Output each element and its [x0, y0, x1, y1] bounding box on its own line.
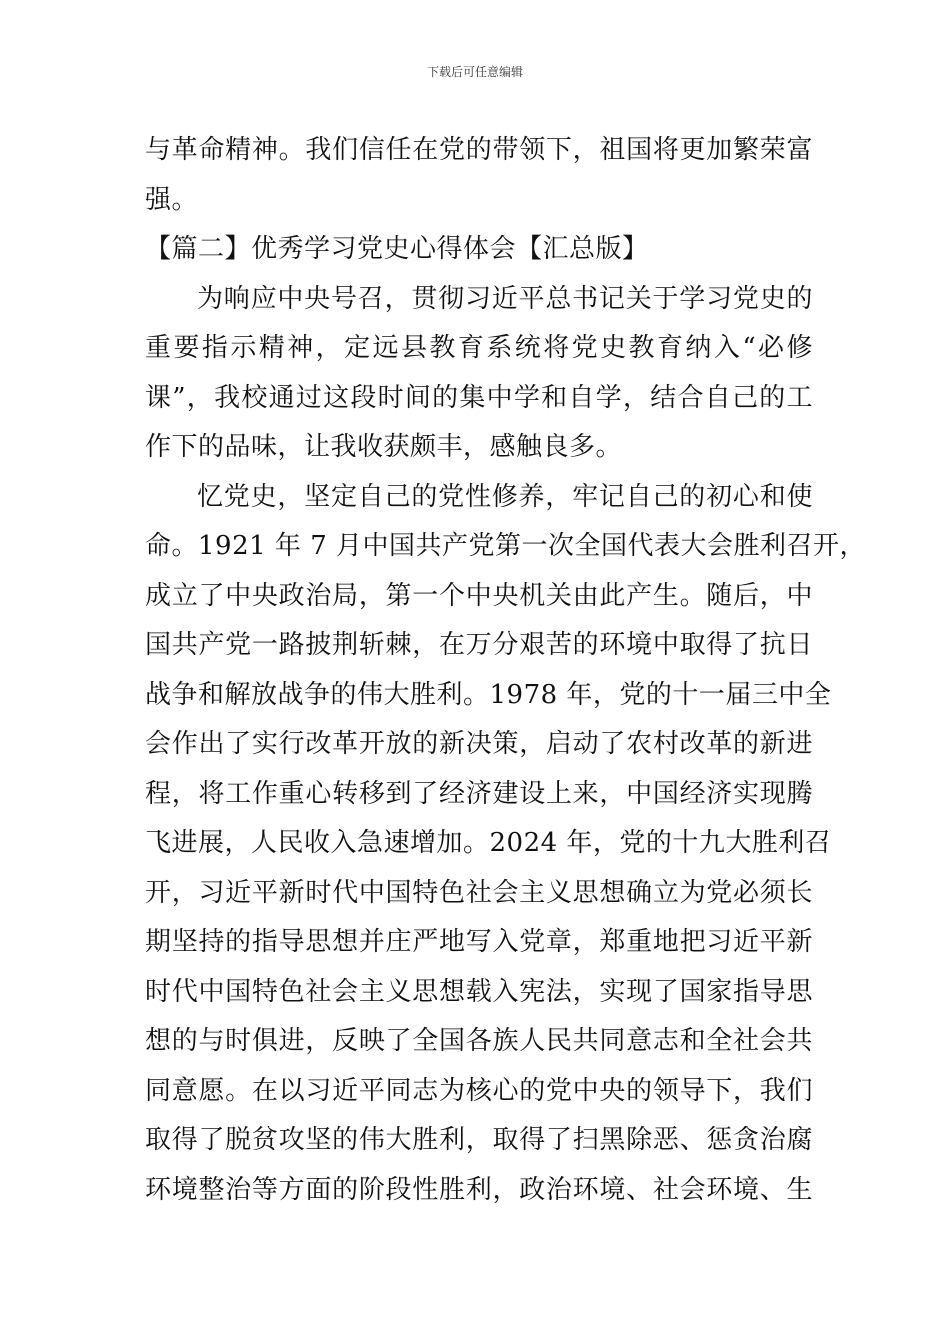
text-line: 课”，我校通过这段时间的集中学和自学，结合自己的工	[145, 382, 813, 413]
text-line: 飞进展，人民收入急速增加。2024 年，党的十九大胜利召	[145, 828, 832, 858]
paragraph-first-line: 为响应中央号召，贯彻习近平总书记关于学习党史的	[197, 283, 813, 314]
text-line: 想的与时俱进，反映了全国各族人民共同意志和全社会共	[145, 1026, 813, 1056]
section-heading: 【篇二】优秀学习党史心得体会【汇总版】	[145, 234, 649, 264]
paragraph-first-line: 忆党史，坚定自己的党性修养，牢记自己的初心和使	[197, 481, 813, 512]
text-line: 取得了脱贫攻坚的伟大胜利，取得了扫黑除恶、惩贪治腐	[145, 1125, 813, 1155]
text-line: 会作出了实行改革开放的新决策，启动了农村改革的新进	[145, 729, 813, 759]
text-line: 时代中国特色社会主义思想载入宪法，实现了国家指导思	[145, 976, 813, 1007]
text-line: 程，将工作重心转移到了经济建设上来，中国经济实现腾	[145, 778, 813, 809]
text-line: 作下的品味，让我收获颇丰，感触良多。	[145, 432, 623, 462]
text-line: 战争和解放战争的伟大胜利。1978 年，党的十一届三中全	[145, 679, 832, 710]
document-body	[145, 126, 867, 1215]
text-line: 同意愿。在以习近平同志为核心的党中央的领导下，我们	[145, 1075, 813, 1106]
text-line: 重要指示精神，定远县教育系统将党史教育纳入“必修	[145, 333, 813, 363]
page-header: 下载后可任意编辑	[426, 65, 523, 79]
text-line: 与革命精神。我们信任在党的带领下，祖国将更加繁荣富	[145, 135, 813, 165]
text-line: 国共产党一路披荆斩棘，在万分艰苦的环境中取得了抗日	[145, 630, 813, 660]
text-line: 强。	[145, 184, 199, 215]
text-line: 命。1921 年 7 月中国共产党第一次全国代表大会胜利召开，	[145, 531, 867, 561]
text-line: 环境整治等方面的阶段性胜利，政治环境、社会环境、生	[145, 1174, 813, 1205]
text-line: 开，习近平新时代中国特色社会主义思想确立为党必须长	[145, 877, 813, 908]
text-line: 期坚持的指导思想并庄严地写入党章，郑重地把习近平新	[145, 927, 813, 957]
text-line: 成立了中央政治局，第一个中央机关由此产生。随后，中	[145, 580, 813, 611]
